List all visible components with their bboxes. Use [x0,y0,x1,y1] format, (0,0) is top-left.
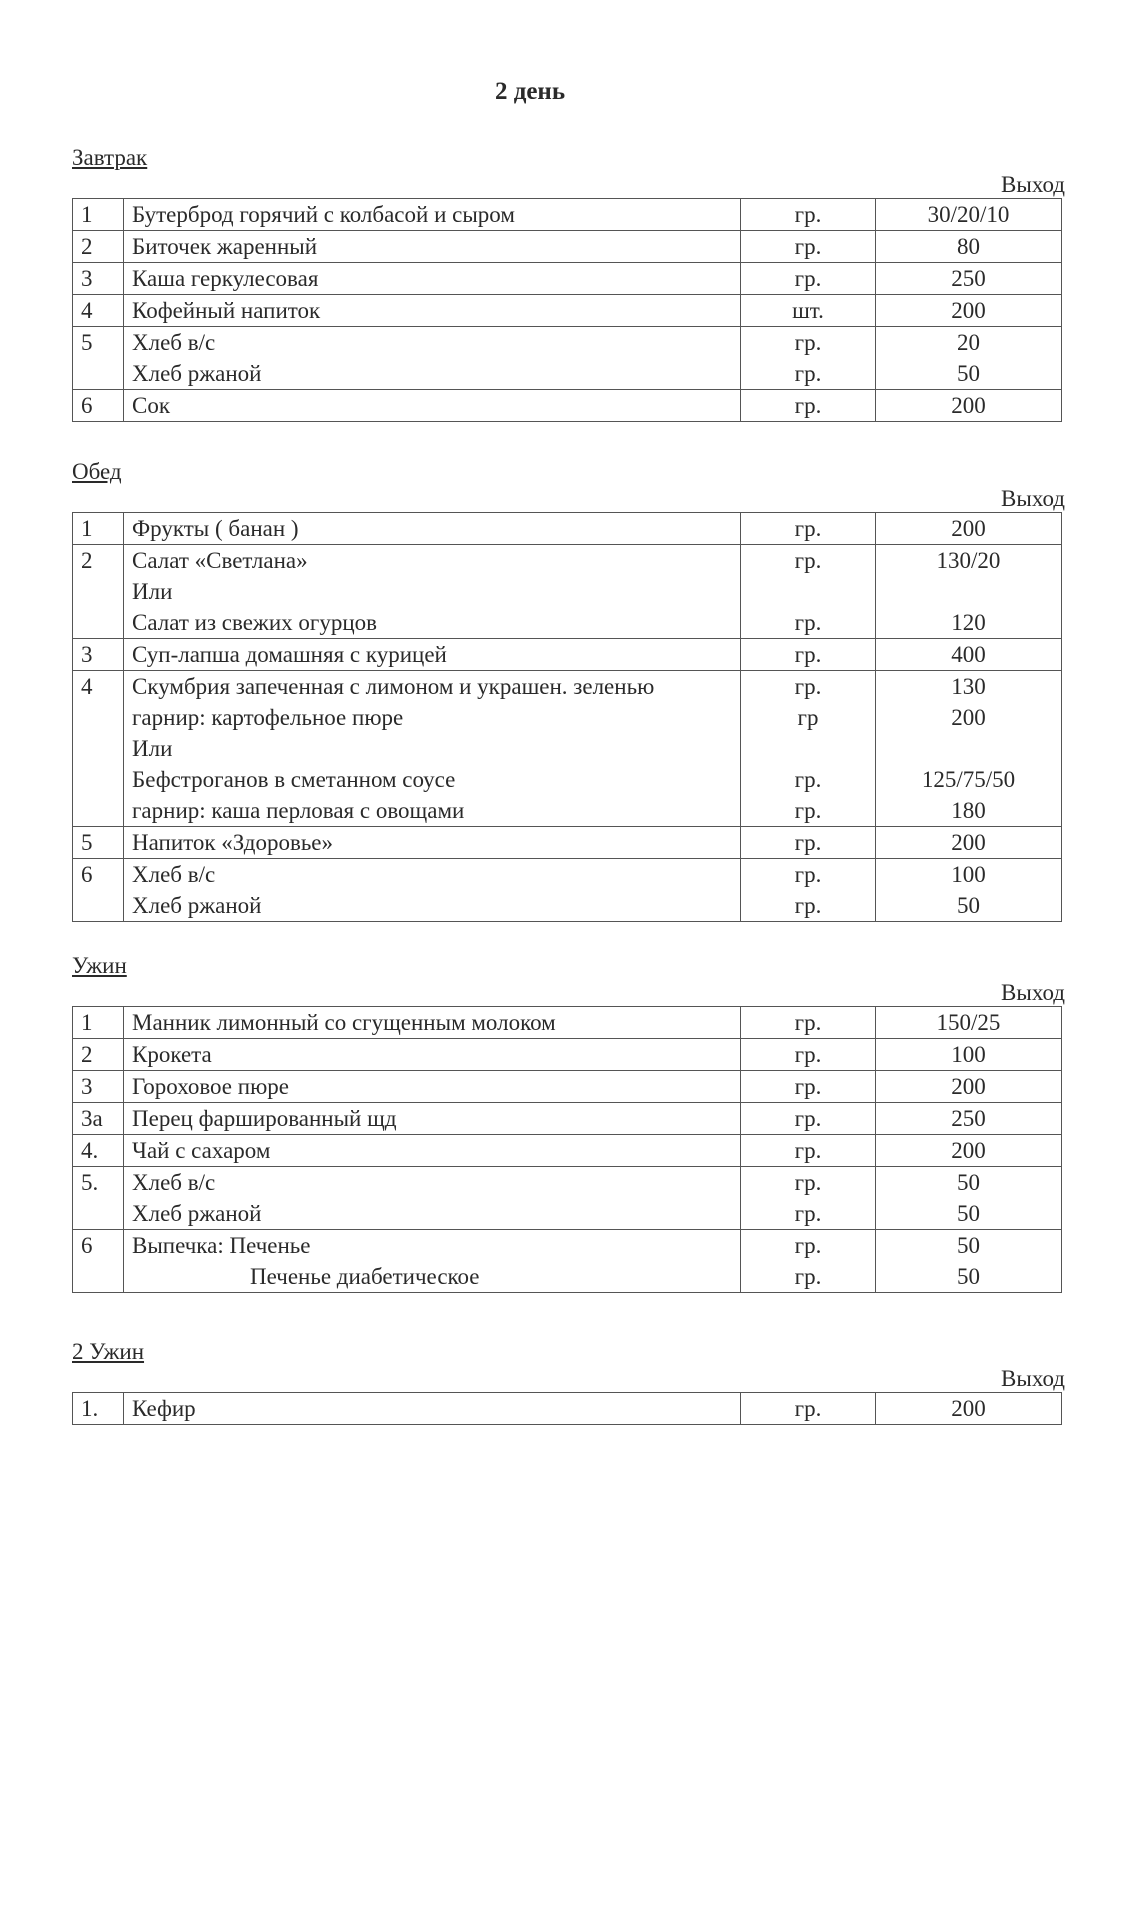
quantity: 130 [951,674,986,699]
table-row [73,231,1062,263]
table-row [73,1230,1062,1293]
quantity: 50 [957,361,980,386]
page-title: 2 день [494,78,566,105]
unit: гр. [794,202,822,227]
quantity: 200 [951,298,986,323]
dish-cell [124,231,741,263]
section-title: Обед [72,459,122,484]
quantity-cell [876,827,1062,859]
quantity: 200 [951,1138,986,1163]
quantity: 180 [951,798,986,823]
unit-cell [741,1393,876,1425]
dish-name: Манник лимонный со сгущенным молоком [132,1010,556,1035]
menu-table [72,1392,1062,1425]
dish-cell [124,295,741,327]
menu-table [72,512,1062,922]
dish-name: Фрукты ( банан ) [132,516,299,541]
unit: гр. [794,361,822,386]
quantity [884,733,1053,764]
unit: гр. [794,830,822,855]
quantity-cell [876,639,1062,671]
quantity-cell [876,545,1062,639]
quantity-cell [876,1167,1062,1230]
unit: гр. [794,234,822,259]
quantity: 200 [951,516,986,541]
quantity [884,576,1053,607]
row-number: 5 [73,827,124,859]
dish-cell [124,545,741,639]
quantity: 20 [957,330,980,355]
quantity-cell [876,1039,1062,1071]
table-row [73,827,1062,859]
table-row [73,263,1062,295]
row-number: 1. [73,1393,124,1425]
dish-name: Салат «Светлана» [132,548,308,573]
row-number: 5 [73,327,124,390]
unit-cell [741,295,876,327]
unit-cell [741,1135,876,1167]
quantity: 250 [951,1106,986,1131]
table-row [73,671,1062,827]
unit-cell [741,1230,876,1293]
row-number: 2 [73,231,124,263]
table-row [73,639,1062,671]
unit-cell [741,1071,876,1103]
unit: гр. [794,1106,822,1131]
dish-name: Бутерброд горячий с колбасой и сыром [132,202,515,227]
quantity: 50 [957,1170,980,1195]
row-number: 3 [73,639,124,671]
output-column-label: Выход [1001,1366,1065,1391]
unit-cell [741,1039,876,1071]
unit-cell [741,1103,876,1135]
dish-name: Крокета [132,1042,212,1067]
quantity: 50 [957,1264,980,1289]
dish-cell [124,199,741,231]
dish-name: Перец фаршированный щд [132,1106,397,1131]
quantity: 200 [951,705,986,730]
quantity: 125/75/50 [921,767,1016,792]
quantity-cell [876,1135,1062,1167]
section-breakfast [72,144,1065,422]
dish-name: Напиток «Здоровье» [132,830,334,855]
dish-name: Хлеб в/с [132,330,216,355]
unit [749,576,867,607]
dish-name: Кефир [132,1396,196,1421]
dish-name: Или [132,579,173,604]
dish-name: Хлеб в/с [132,1170,216,1195]
output-column-label: Выход [1001,172,1065,197]
unit: гр. [794,893,822,918]
unit-cell [741,390,876,422]
dish-name: гарнир: каша перловая с овощами [132,798,465,823]
dish-name: Кофейный напиток [132,298,321,323]
menu-table [72,198,1062,422]
quantity: 150/25 [936,1010,1001,1035]
unit: гр. [794,266,822,291]
dish-name: Хлеб ржаной [132,1201,262,1226]
quantity-cell [876,1007,1062,1039]
output-column-label: Выход [1001,486,1065,511]
dish-cell [124,1071,741,1103]
unit: гр. [794,1074,822,1099]
dish-cell [124,327,741,390]
unit-cell [741,859,876,922]
dish-cell [124,263,741,295]
unit: гр. [794,1264,822,1289]
unit: гр [797,705,819,730]
table-row [73,1103,1062,1135]
unit: гр. [794,862,822,887]
quantity: 100 [951,1042,986,1067]
unit: гр. [794,1233,822,1258]
table-row [73,1167,1062,1230]
unit: гр. [794,1010,822,1035]
table-row [73,327,1062,390]
output-column-label: Выход [1001,980,1065,1005]
row-number: 1 [73,513,124,545]
table-row [73,513,1062,545]
quantity: 200 [951,830,986,855]
table-row [73,295,1062,327]
quantity: 30/20/10 [927,202,1010,227]
unit-cell [741,327,876,390]
quantity-cell [876,390,1062,422]
dish-name: Каша геркулесовая [132,266,319,291]
dish-name: Или [132,736,173,761]
quantity: 80 [957,234,980,259]
row-number: 6 [73,859,124,922]
dish-cell [124,1167,741,1230]
quantity: 120 [951,610,986,635]
quantity: 130/20 [936,548,1001,573]
section-second-dinner [72,1338,1065,1425]
dish-name: гарнир: картофельное пюре [132,705,404,730]
dish-name: Биточек жаренный [132,234,318,259]
dish-cell [124,671,741,827]
dish-cell [124,1230,741,1293]
unit-cell [741,199,876,231]
quantity-cell [876,859,1062,922]
dish-name: Печенье диабетическое [250,1264,480,1289]
row-number: 6 [73,1230,124,1293]
quantity: 200 [951,1396,986,1421]
unit: гр. [794,393,822,418]
row-number: 2 [73,545,124,639]
section-lunch [72,458,1065,922]
unit-cell [741,671,876,827]
table-row [73,1071,1062,1103]
section-dinner [72,952,1065,1293]
unit: гр. [794,1138,822,1163]
table-row [73,390,1062,422]
unit: шт. [792,298,824,323]
dish-cell [124,513,741,545]
quantity-cell [876,295,1062,327]
quantity-cell [876,513,1062,545]
unit: гр. [794,798,822,823]
quantity-cell [876,671,1062,827]
quantity: 250 [951,266,986,291]
unit: гр. [794,610,822,635]
quantity-cell [876,1071,1062,1103]
row-number: 3а [73,1103,124,1135]
quantity: 400 [951,642,986,667]
unit: гр. [794,330,822,355]
table-row [73,1393,1062,1425]
quantity-cell [876,1103,1062,1135]
dish-name: Бефстроганов в сметанном соусе [132,767,456,792]
table-row [73,199,1062,231]
unit: гр. [794,674,822,699]
dish-name: Чай с сахаром [132,1138,271,1163]
unit: гр. [794,1201,822,1226]
unit: гр. [794,548,822,573]
row-number: 1 [73,1007,124,1039]
table-row [73,1135,1062,1167]
dish-cell [124,1393,741,1425]
unit-cell [741,1167,876,1230]
quantity-cell [876,327,1062,390]
dish-name: Гороховое пюре [132,1074,289,1099]
dish-cell [124,859,741,922]
dish-cell [124,1039,741,1071]
dish-cell [124,1007,741,1039]
quantity: 50 [957,893,980,918]
dish-name: Хлеб в/с [132,862,216,887]
menu-table [72,1006,1062,1293]
unit: гр. [794,642,822,667]
dish-cell [124,639,741,671]
dish-name: Суп-лапша домашняя с курицей [132,642,447,667]
unit-cell [741,827,876,859]
quantity: 50 [957,1233,980,1258]
section-title: Ужин [72,953,127,978]
section-title: 2 Ужин [72,1339,145,1364]
unit: гр. [794,516,822,541]
unit-cell [741,263,876,295]
quantity: 200 [951,1074,986,1099]
dish-cell [124,1103,741,1135]
unit: гр. [794,1170,822,1195]
row-number: 4 [73,295,124,327]
table-row [73,859,1062,922]
unit-cell [741,513,876,545]
table-row [73,545,1062,639]
dish-name: Хлеб ржаной [132,361,262,386]
table-row [73,1039,1062,1071]
row-number: 2 [73,1039,124,1071]
unit-cell [741,231,876,263]
quantity-cell [876,1393,1062,1425]
dish-cell [124,1135,741,1167]
dish-name: Выпечка: Печенье [132,1233,311,1258]
unit-cell [741,1007,876,1039]
quantity-cell [876,263,1062,295]
unit: гр. [794,1042,822,1067]
quantity-cell [876,231,1062,263]
table-row [73,1007,1062,1039]
quantity-cell [876,1230,1062,1293]
row-number: 6 [73,390,124,422]
row-number: 4. [73,1135,124,1167]
dish-name: Хлеб ржаной [132,893,262,918]
row-number: 4 [73,671,124,827]
unit: гр. [794,767,822,792]
dish-name: Сок [132,393,171,418]
quantity-cell [876,199,1062,231]
quantity: 200 [951,393,986,418]
unit [749,733,867,764]
unit-cell [741,639,876,671]
row-number: 3 [73,263,124,295]
section-title: Завтрак [72,145,148,170]
row-number: 5. [73,1167,124,1230]
row-number: 3 [73,1071,124,1103]
dish-name: Салат из свежих огурцов [132,610,377,635]
unit: гр. [794,1396,822,1421]
dish-cell [124,390,741,422]
unit-cell [741,545,876,639]
row-number: 1 [73,199,124,231]
quantity: 50 [957,1201,980,1226]
dish-cell [124,827,741,859]
dish-name: Скумбрия запеченная с лимоном и украшен. зеленью [132,674,655,699]
quantity: 100 [951,862,986,887]
